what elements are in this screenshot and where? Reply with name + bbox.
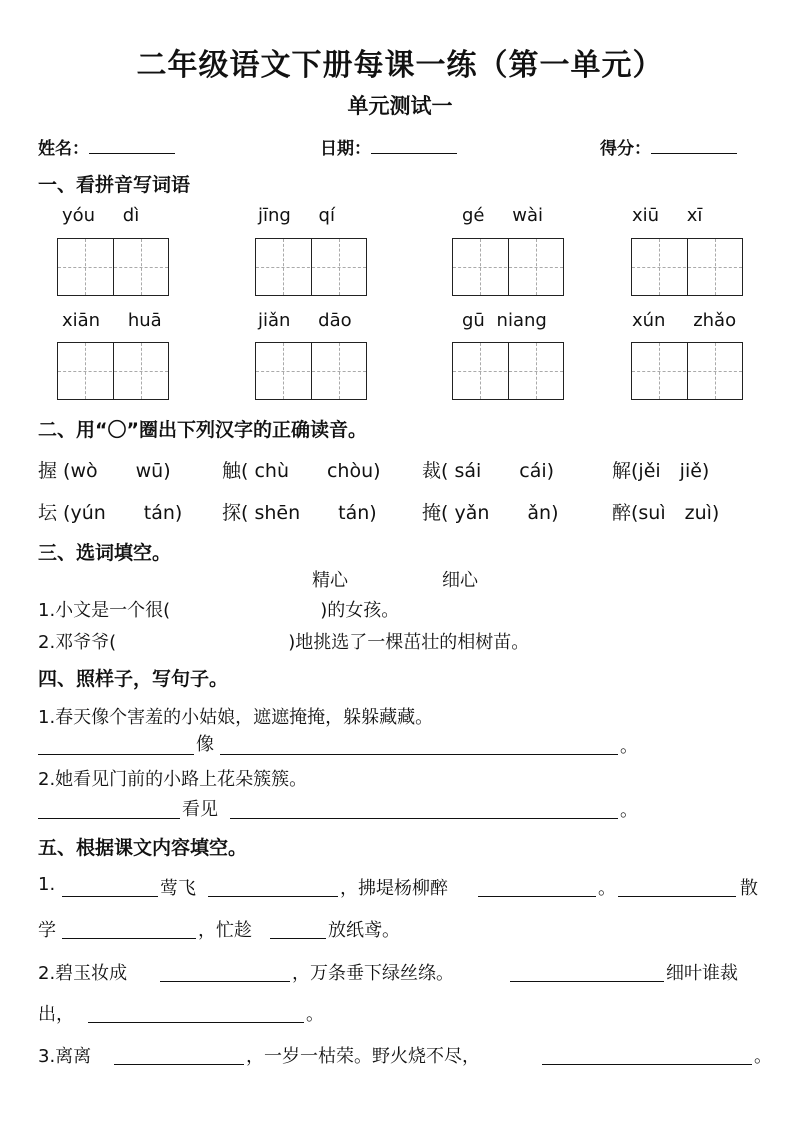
fill-question-2: 2.邓爷爷( )地挑选了一棵茁壮的相树苗。 — [38, 632, 530, 653]
writing-grid[interactable] — [255, 342, 367, 400]
pinyin-label: jīng qí — [258, 205, 335, 226]
name-field[interactable] — [38, 134, 175, 159]
page-subtitle: 单元测试一 — [347, 94, 453, 118]
date-blank[interactable] — [371, 152, 457, 154]
poem-text: ，一岁一枯荣。野火烧不尽， — [246, 1046, 480, 1067]
poem-blank[interactable] — [62, 938, 196, 939]
poem-text: 出， — [38, 1004, 74, 1025]
poem-text: ，忙趁 — [198, 920, 252, 941]
poem-blank[interactable] — [62, 896, 158, 897]
reading-item[interactable]: 醉(suì zuì) — [612, 502, 720, 524]
poem-text: 学 — [38, 920, 56, 941]
example-sentence-2: 2.她看见门前的小路上花朵簇簇。 — [38, 769, 308, 790]
section-4-heading: 四、照样子，写句子。 — [38, 668, 229, 690]
writing-grid[interactable] — [57, 342, 169, 400]
poem-blank[interactable] — [618, 896, 736, 897]
pinyin-label: gū niang — [462, 310, 547, 331]
name-blank[interactable] — [89, 152, 175, 154]
example-sentence-1: 1.春天像个害羞的小姑娘，遮遮掩掩，躲躲藏藏。 — [38, 707, 434, 728]
answer-blank[interactable] — [38, 818, 180, 819]
poem-text: ，万条垂下绿丝绦。 — [292, 963, 454, 984]
poem-text: 。 — [306, 1004, 324, 1025]
period: 。 — [620, 800, 638, 821]
word-option: 精心 — [312, 570, 348, 591]
writing-grid[interactable] — [631, 238, 743, 296]
reading-item[interactable]: 掩( yǎn ǎn) — [422, 502, 559, 524]
page-title: 二年级语文下册每课一练（第一单元） — [136, 48, 664, 83]
poem-text: 细叶谁裁 — [666, 963, 738, 984]
writing-grid[interactable] — [57, 238, 169, 296]
score-label: 得分： — [600, 139, 651, 159]
fill-question-1: 1.小文是一个很( )的女孩。 — [38, 600, 400, 621]
date-field[interactable] — [320, 134, 457, 159]
word-option: 细心 — [442, 570, 478, 591]
poem-text: ，拂堤杨柳醉 — [340, 878, 448, 899]
name-label: 姓名： — [38, 139, 89, 159]
poem-blank[interactable] — [478, 896, 596, 897]
reading-item[interactable]: 触( chù chòu) — [222, 460, 381, 482]
pinyin-label: yóu dì — [62, 205, 140, 226]
section-2-heading: 二、用“〇”圈出下列汉字的正确读音。 — [38, 419, 367, 441]
poem-blank[interactable] — [114, 1064, 244, 1065]
section-5-heading: 五、根据课文内容填空。 — [38, 837, 248, 859]
answer-blank[interactable] — [38, 754, 194, 755]
poem-text: 莺飞 — [160, 878, 196, 899]
poem-text: 1. — [38, 874, 56, 895]
key-word: 像 — [196, 734, 214, 755]
reading-item[interactable]: 探( shēn tán) — [222, 502, 377, 524]
poem-text: 2.碧玉妆成 — [38, 963, 128, 984]
poem-text: 。 — [754, 1046, 772, 1067]
score-field[interactable] — [600, 134, 737, 159]
poem-text: 放纸鸢。 — [328, 920, 400, 941]
pinyin-label: gé wài — [462, 205, 543, 226]
section-3-heading: 三、选词填空。 — [38, 542, 172, 564]
date-label: 日期： — [320, 139, 371, 159]
poem-blank[interactable] — [542, 1064, 752, 1065]
pinyin-label: xiū xī — [632, 205, 703, 226]
poem-blank[interactable] — [88, 1022, 304, 1023]
reading-item[interactable]: 坛 (yún tán) — [38, 502, 183, 524]
poem-blank[interactable] — [270, 938, 326, 939]
pinyin-label: xún zhǎo — [632, 310, 737, 331]
poem-blank[interactable] — [160, 981, 290, 982]
pinyin-label: xiān huā — [62, 310, 162, 331]
reading-item[interactable]: 握 (wò wū) — [38, 460, 171, 482]
poem-blank[interactable] — [208, 896, 338, 897]
poem-text: 散 — [740, 878, 758, 899]
answer-blank[interactable] — [230, 818, 618, 819]
writing-grid[interactable] — [452, 238, 564, 296]
poem-blank[interactable] — [510, 981, 664, 982]
writing-grid[interactable] — [631, 342, 743, 400]
reading-item[interactable]: 解(jěi jiě) — [612, 460, 710, 482]
section-1-heading: 一、看拼音写词语 — [38, 174, 191, 196]
key-word: 看见 — [182, 799, 218, 820]
poem-text: 。 — [598, 878, 616, 899]
writing-grid[interactable] — [452, 342, 564, 400]
answer-blank[interactable] — [220, 754, 618, 755]
pinyin-label: jiǎn dāo — [258, 310, 352, 331]
period: 。 — [620, 736, 638, 757]
poem-text: 3.离离 — [38, 1046, 92, 1067]
reading-item[interactable]: 裁( sái cái) — [422, 460, 555, 482]
writing-grid[interactable] — [255, 238, 367, 296]
score-blank[interactable] — [651, 152, 737, 154]
